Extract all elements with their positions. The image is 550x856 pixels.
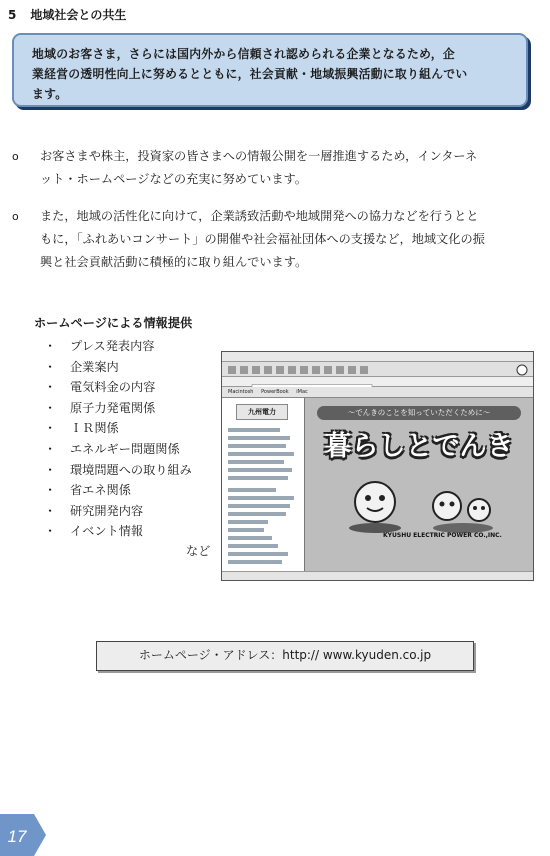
mascot-illustration [345,476,495,534]
list-item-text: 企業案内 [70,359,119,374]
paragraph-community [12,205,536,274]
list-bullet: ・ [44,380,57,395]
sidebar-nav-line [228,444,286,448]
list-item [44,418,192,439]
list-item-text: エネルギー問題関係 [70,441,180,456]
sidebar-nav-line [228,428,280,432]
sidebar-nav-line [228,488,276,492]
browser-menubar [222,352,533,362]
browser-toolbar [222,362,533,377]
browser-link-bar [222,387,533,398]
list-bullet: ・ [44,524,57,539]
paragraph-line: お客さまや株主，投資家の皆さまへの情報公開を一層推進するため，インターネ [40,149,478,163]
sidebar-nav-line [228,468,292,472]
list-bullet: ・ [44,441,57,456]
sidebar-nav-line [228,520,268,524]
list-item [44,377,192,398]
list-item-text: イベント情報 [70,524,144,539]
paragraph-line: もに，「ふれあいコンサート」の開催や社会福祉団体への支援など，地域文化の振 [40,232,485,246]
paragraph-line: ット・ホームページなどの充実に努めています。 [40,172,307,186]
page-number: 17 [7,827,27,846]
link-button: PowerBook [261,389,289,395]
page-number-tab [0,814,46,856]
list-bullet: ・ [44,339,57,353]
hero-tagline: 〜でんきのことを知っていただくために〜 [317,406,521,420]
paragraph-bullet: o [12,150,19,163]
list-bullet: ・ [44,462,57,477]
company-name: KYUSHU ELECTRIC POWER CO.,INC. [383,532,502,539]
homepage-content-list [44,336,192,542]
sidebar-nav-line [228,552,288,556]
summary-line: 地域のお客さま，さらには国内外から信頼され認められる企業となるため，企 [32,47,455,61]
list-item [44,439,192,460]
sidebar-nav-line [228,476,288,480]
paragraph-line: また，地域の活性化に向けて，企業誘致活動や地域開発への協力などを行うとと [40,209,479,223]
etc-label: など [186,544,211,558]
paragraph-disclosure [12,145,536,191]
link-button: Macintosh [228,389,254,395]
summary-line: 業経営の透明性向上に努めるとともに，社会貢献・地域振興活動に取り組んでい [32,67,468,81]
paragraph-line: 興と社会貢献活動に積極的に取り組んでいます。 [40,255,308,269]
sidebar-nav-line [228,560,282,564]
section-number: 5 [8,8,17,22]
list-item-text: プレス発表内容 [70,339,155,353]
sidebar-nav-line [228,504,290,508]
link-button: iMac [296,389,308,395]
list-item-text: 電気料金の内容 [70,380,156,395]
homepage-address: ホームページ・アドレス：http:// www.kyuden.co.jp [96,641,474,671]
list-item [44,501,192,522]
paragraph-bullet: o [12,210,19,223]
list-item-text: 研究開発内容 [70,503,144,518]
site-logo: 九州電力 [236,404,288,420]
toolbar-icons [222,363,534,377]
sidebar-nav-line [228,544,278,548]
sidebar-nav-line [228,460,284,464]
list-item-text: 環境問題への取り組み [70,462,192,477]
browser-status-bar [222,571,533,580]
site-sidebar [222,398,305,574]
sidebar-nav-line [228,528,264,532]
browser-address-bar [222,377,533,387]
list-bullet: ・ [44,503,57,518]
section-heading [8,6,126,23]
list-item [44,521,192,542]
sidebar-nav-line [228,536,272,540]
homepage-heading: ホームページによる情報提供 [34,316,193,330]
summary-line: ます。 [32,87,68,101]
list-item [44,336,192,357]
sidebar-nav-line [228,436,290,440]
sidebar-nav-line [228,496,294,500]
summary-box [12,33,528,107]
list-item-text: 原子力発電関係 [70,400,156,415]
list-bullet: ・ [44,483,57,498]
list-item-text: ＩＲ関係 [70,421,119,436]
list-item-text: 省エネ関係 [70,483,131,498]
sidebar-nav-line [228,512,286,516]
site-hero [305,398,533,574]
list-item [44,357,192,378]
hero-title: 暮らしとでんき [324,431,514,462]
list-item [44,460,192,481]
sidebar-nav-line [228,452,294,456]
list-bullet: ・ [44,421,57,436]
list-item [44,398,192,419]
list-item [44,480,192,501]
list-bullet: ・ [44,359,57,374]
list-bullet: ・ [44,400,57,415]
section-title: 地域社会との共生 [30,8,127,22]
website-screenshot [221,351,534,581]
